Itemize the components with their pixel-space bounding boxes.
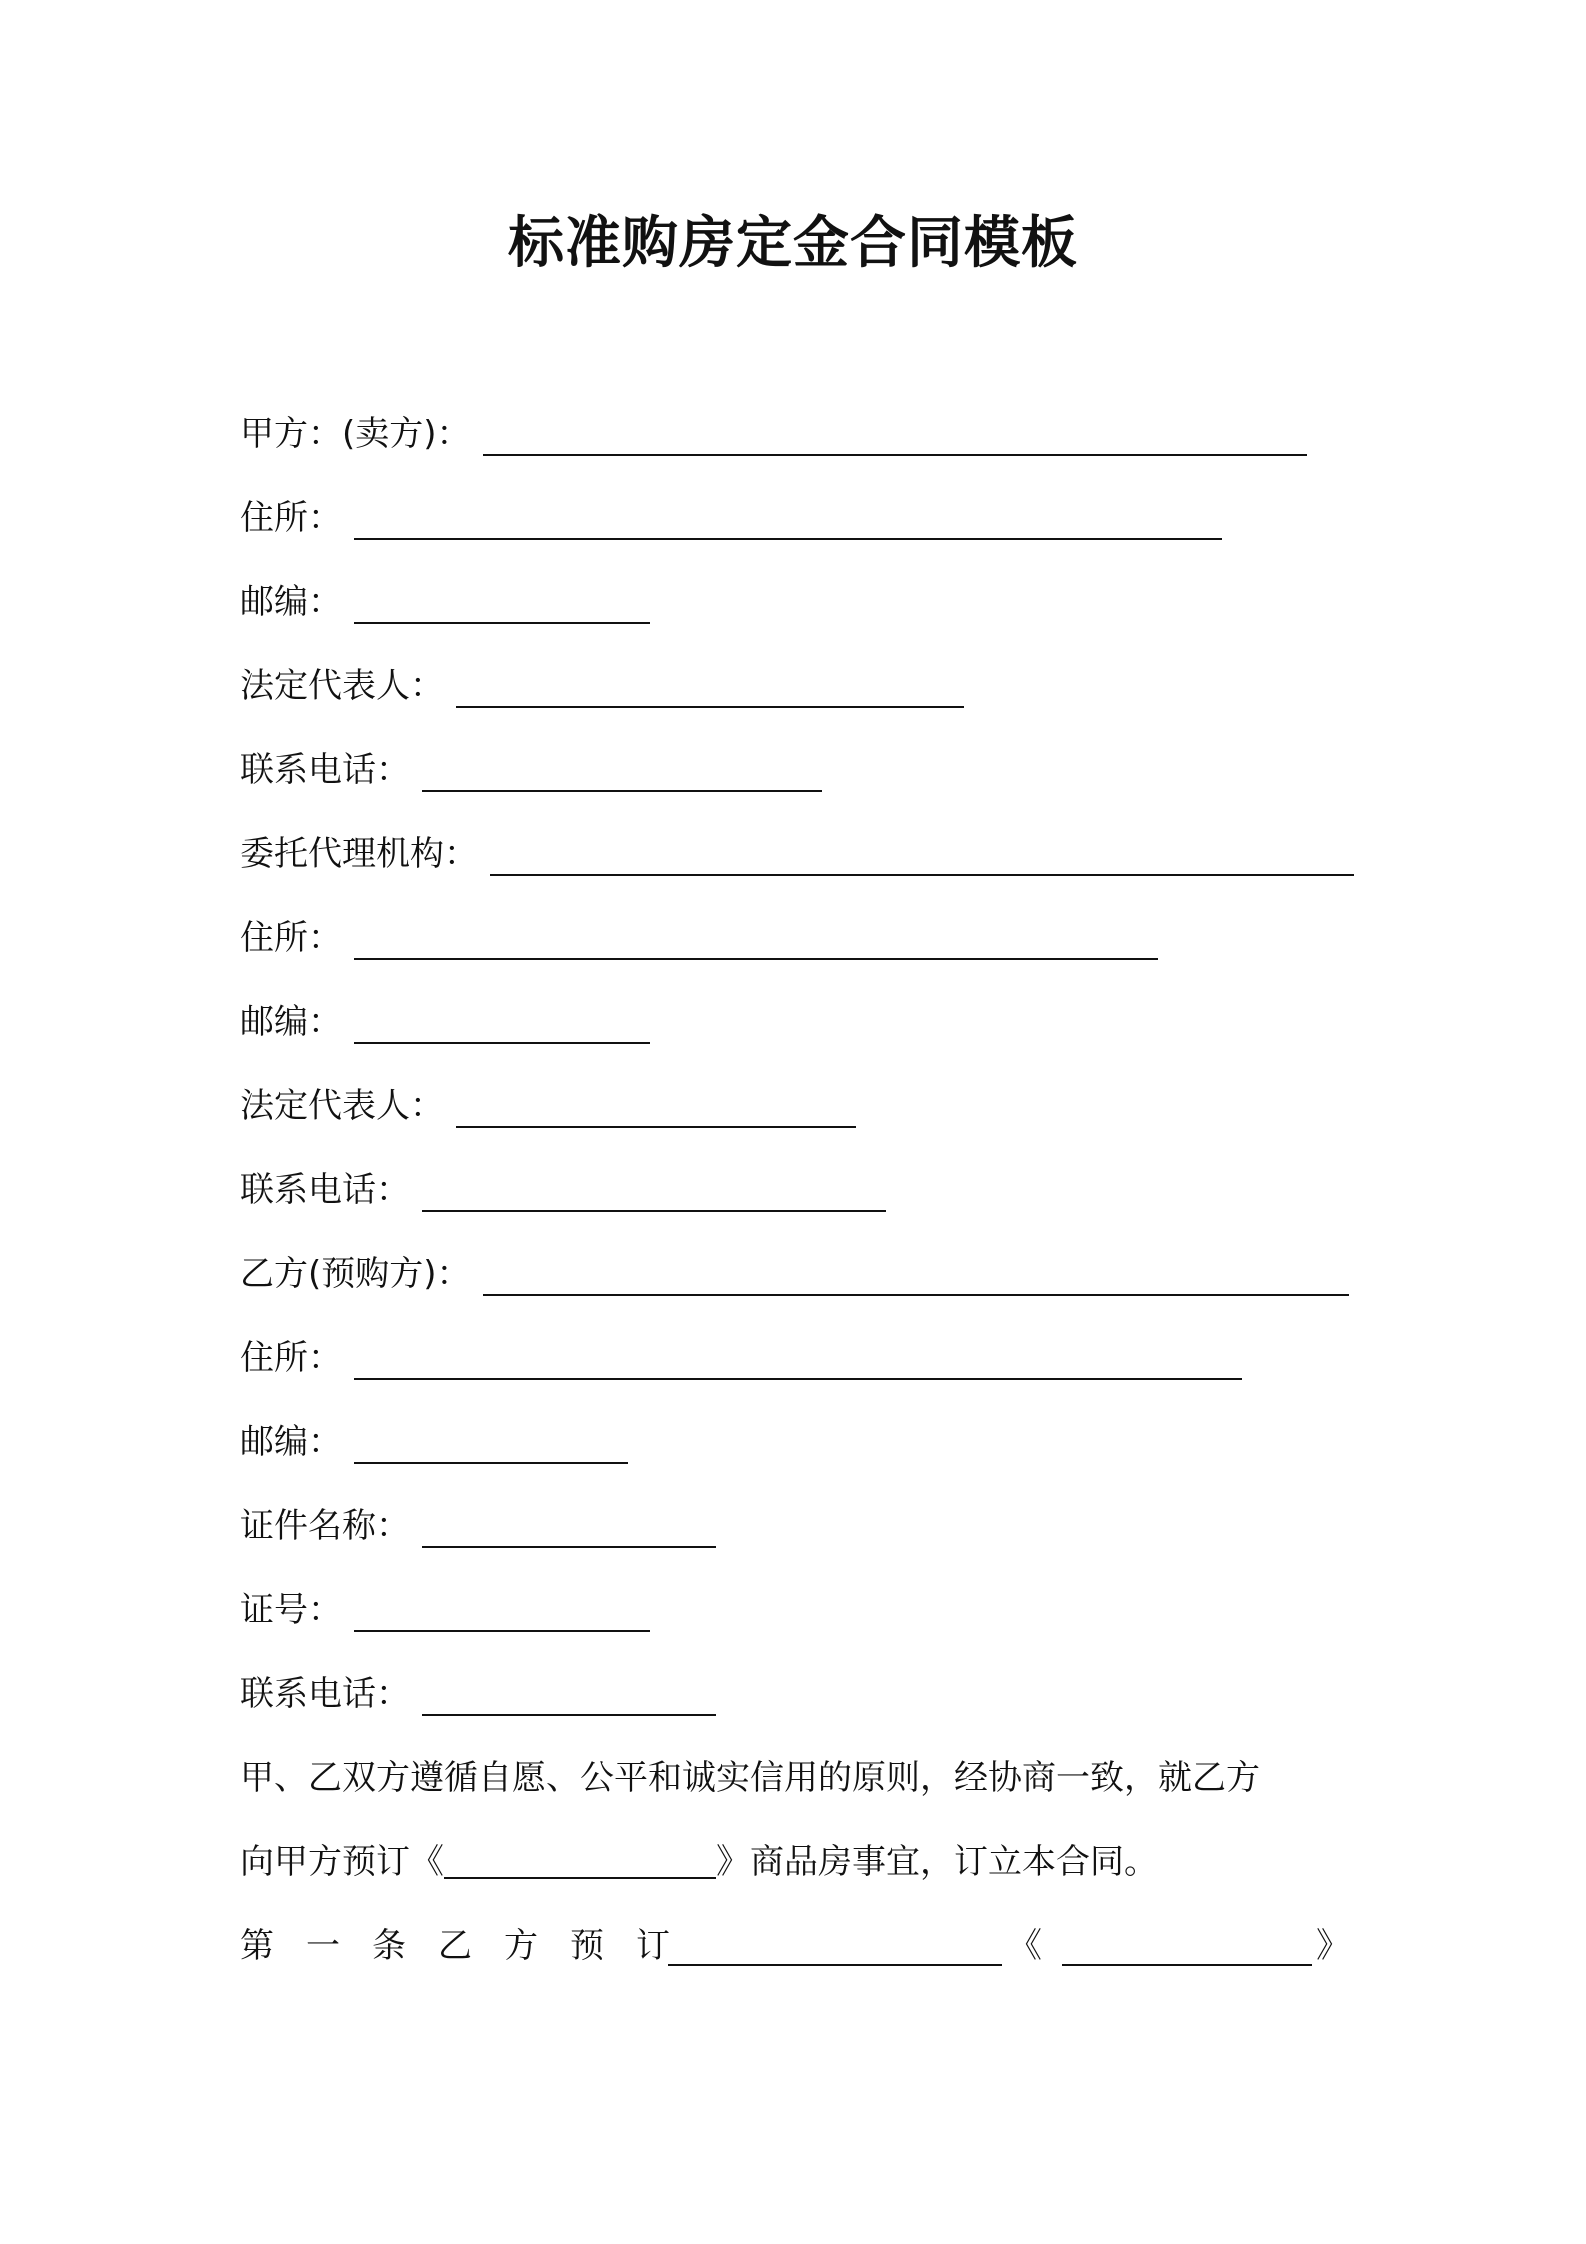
field-label: 联系电话： [240, 1170, 410, 1210]
field-label: 乙方(预购方)： [240, 1254, 471, 1294]
field-label: 法定代表人： [240, 666, 444, 706]
field-label: 甲方：(卖方)： [240, 414, 471, 454]
buyer-postcode-blank[interactable] [354, 1422, 628, 1464]
field-label: 证号： [240, 1590, 342, 1630]
field-label: 委托代理机构： [240, 834, 478, 874]
field-label: 邮编： [240, 1422, 342, 1462]
paragraph-text: 》商品房事宜，订立本合同。 [716, 1842, 1158, 1882]
seller-address-blank[interactable] [354, 498, 1222, 540]
buyer-id-number-blank[interactable] [354, 1590, 650, 1632]
seller-name-blank[interactable] [483, 414, 1307, 456]
seller-row [240, 404, 1307, 456]
buyer-phone-blank[interactable] [422, 1674, 716, 1716]
seller-postcode-blank[interactable] [354, 582, 650, 624]
close-quote: 》 [1316, 1926, 1350, 1966]
seller-address-row [240, 488, 1222, 540]
article-1-blank-2[interactable] [1062, 1928, 1312, 1966]
field-label: 法定代表人： [240, 1086, 444, 1126]
property-name-blank[interactable] [444, 1841, 716, 1879]
seller-phone-row [240, 740, 822, 792]
field-label: 邮编： [240, 1002, 342, 1042]
buyer-name-blank[interactable] [483, 1254, 1349, 1296]
buyer-phone-row [240, 1664, 716, 1716]
agency-phone-blank[interactable] [422, 1170, 886, 1212]
paragraph-text: 向甲方预订《 [240, 1842, 444, 1882]
article-1-blank-1[interactable] [668, 1928, 1002, 1966]
seller-legal-rep-blank[interactable] [456, 666, 964, 708]
seller-postcode-row [240, 572, 650, 624]
agreement-paragraph-line2 [240, 1840, 1360, 1884]
agency-legal-rep-row [240, 1076, 856, 1128]
field-label: 住所： [240, 1338, 342, 1378]
field-label: 邮编： [240, 582, 342, 622]
buyer-id-number-row [240, 1580, 650, 1632]
field-label: 住所： [240, 498, 342, 538]
agreement-paragraph-line1: 甲、乙双方遵循自愿、公平和诚实信用的原则，经协商一致，就乙方 [240, 1758, 1260, 1798]
agency-postcode-row [240, 992, 650, 1044]
field-label: 联系电话： [240, 1674, 410, 1714]
buyer-id-type-blank[interactable] [422, 1506, 716, 1548]
agency-address-row [240, 908, 1158, 960]
buyer-postcode-row [240, 1412, 628, 1464]
buyer-id-type-row [240, 1496, 716, 1548]
seller-phone-blank[interactable] [422, 750, 822, 792]
agency-row [240, 824, 1354, 876]
document-title: 标准购房定金合同模板 [508, 211, 1078, 276]
agency-postcode-blank[interactable] [354, 1002, 650, 1044]
seller-legal-rep-row [240, 656, 964, 708]
agency-phone-row [240, 1160, 886, 1212]
buyer-address-row [240, 1328, 1242, 1380]
field-label: 住所： [240, 918, 342, 958]
field-label: 联系电话： [240, 750, 410, 790]
agency-address-blank[interactable] [354, 918, 1158, 960]
field-label: 证件名称： [240, 1506, 410, 1546]
article-1-label: 第一条乙方预订 [240, 1926, 702, 1966]
agency-name-blank[interactable] [490, 834, 1354, 876]
article-1 [240, 1924, 1360, 1976]
open-quote: 《 [1008, 1926, 1042, 1966]
buyer-address-blank[interactable] [354, 1338, 1242, 1380]
agency-legal-rep-blank[interactable] [456, 1086, 856, 1128]
buyer-row [240, 1244, 1349, 1296]
